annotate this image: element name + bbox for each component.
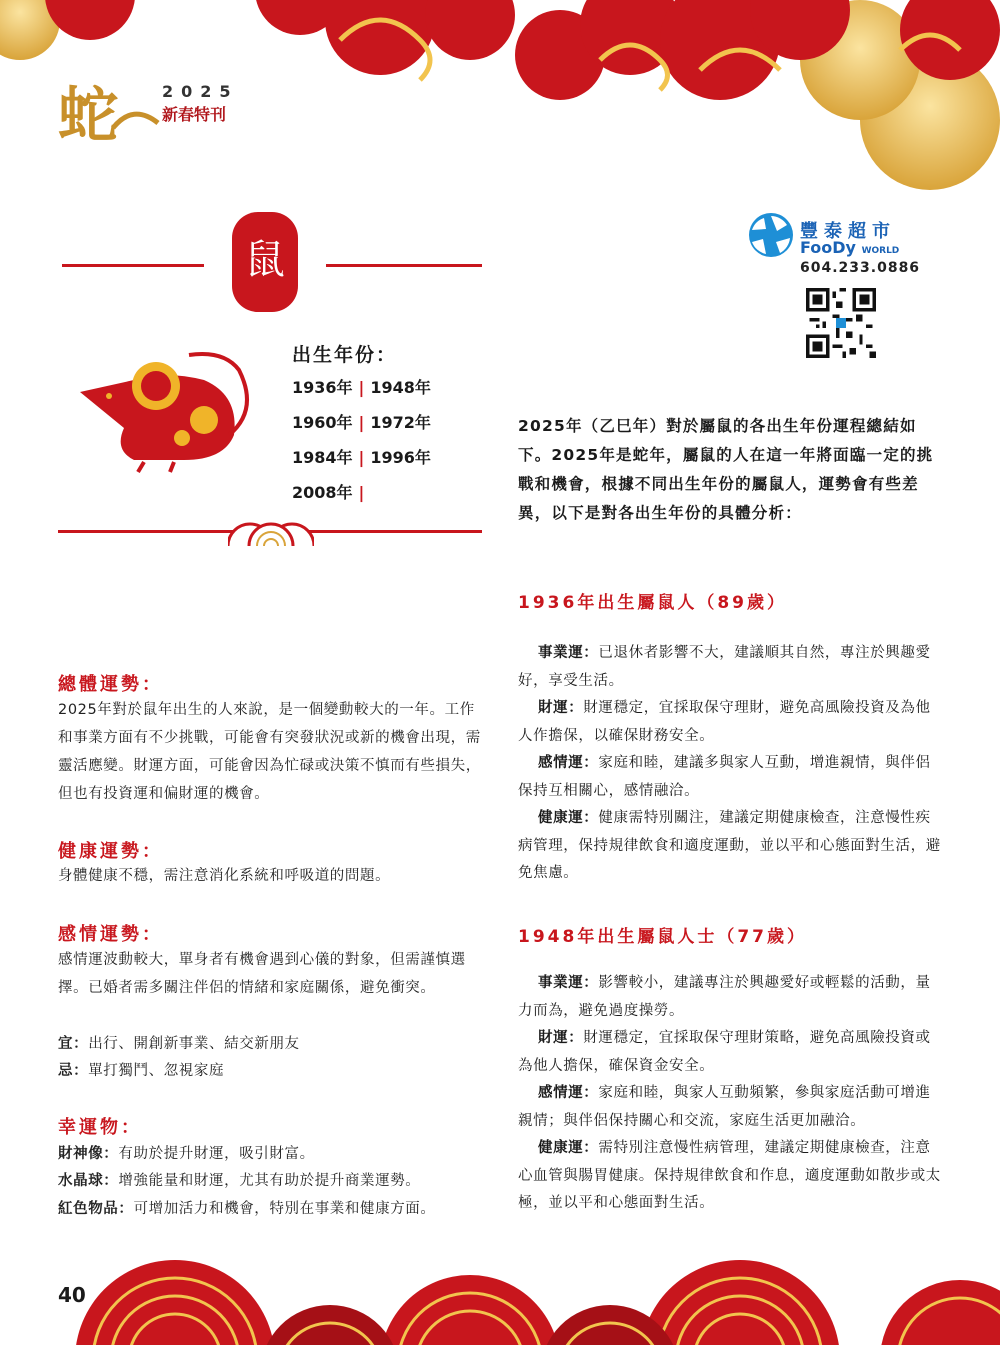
birth-years-label: 出生年份：	[292, 344, 398, 366]
lucky-item	[58, 1140, 484, 1168]
fortune-paragraph	[518, 695, 942, 750]
birth-year-row: 1960年 | 1972年	[292, 413, 431, 432]
rat-seal-character: 鼠	[245, 237, 285, 283]
intro-paragraph: 2025年（乙巳年）對於屬鼠的各出生年份運程總結如下。2025年是蛇年，屬鼠的人在這一年將面臨一定的挑戰和機會，根據不同出生年份的屬鼠人，運勢會有些差異，以下是對各出生年份的具體分析：	[518, 417, 934, 522]
overall-fortune-text: 2025年對於鼠年出生的人來說，是一個變動較大的一年。工作和事業方面有不少挑戰，可能會有突發狀況或新的機會出現，需靈活應變。財運方面，可能會因為忙碌或決策不慎而有些損失，但也有投資運和偏財運的機會。	[58, 702, 481, 802]
fortune-key: 感情運：	[538, 1085, 599, 1101]
love-yi-line	[58, 1030, 484, 1058]
section-1936-body	[518, 640, 942, 888]
fortune-key: 財運：	[538, 700, 584, 716]
fortune-paragraph	[518, 1080, 942, 1135]
yi-text: 出行、開創新事業、結交新朋友	[88, 1036, 300, 1052]
lucky-item	[58, 1195, 484, 1223]
snake-calligraphy-logo	[58, 78, 168, 150]
lucky-items-title: 幸運物：	[58, 1117, 142, 1138]
love-fortune-title: 感情運勢：	[58, 924, 163, 945]
ji-text: 單打獨鬥、忽視家庭	[88, 1063, 225, 1079]
love-fortune-text: 感情運波動較大，單身者有機會遇到心儀的對象，但需謹慎選擇。已婚者需多關注伴侶的情緒和家庭關係，避免衝突。	[58, 952, 466, 996]
brand-phone: 604.233.0886	[800, 260, 921, 276]
birth-year: 1972年	[370, 413, 431, 432]
masthead-title: 新春特刊	[162, 105, 227, 124]
fortune-text: 需特別注意慢性病管理，建議定期健康檢查，注意心血管與腸胃健康。保持規律飲食和作息，適度運動如散步或太極，並以平和心態面對生活。	[518, 1140, 941, 1211]
love-ji-line	[58, 1057, 484, 1085]
health-fortune-title: 健康運勢：	[58, 841, 163, 862]
fortune-key: 財運：	[538, 1030, 584, 1046]
fortune-text: 家庭和睦，建議多與家人互動，增進親情，與伴侶保持互相關心，感情融洽。	[518, 755, 931, 799]
fortune-key: 事業運：	[538, 975, 599, 991]
overall-fortune-title: 總體運勢：	[58, 674, 163, 695]
fortune-paragraph	[518, 1135, 942, 1218]
fortune-paragraph	[518, 970, 942, 1025]
brand-name-chinese: 豐泰超市	[800, 221, 896, 242]
fortune-paragraph	[518, 805, 942, 888]
birth-year-row: 1936年 | 1948年	[292, 378, 431, 397]
birth-year: 1948年	[370, 378, 431, 397]
health-fortune-text: 身體健康不穩，需注意消化系統和呼吸道的問題。	[58, 868, 391, 884]
lucky-item-text: 有助於提升財運，吸引財富。	[118, 1146, 315, 1162]
foodyworld-logo-icon	[748, 212, 794, 258]
lucky-item	[58, 1167, 484, 1195]
fortune-text: 財運穩定，宜採取保守理財策略，避免高風險投資或為他人擔保，確保資金安全。	[518, 1030, 931, 1074]
yi-label: 宜：	[58, 1036, 89, 1052]
fortune-key: 健康運：	[538, 1140, 599, 1156]
lucky-item-key: 財神像：	[58, 1146, 119, 1162]
lucky-item-key: 水晶球：	[58, 1173, 119, 1189]
masthead-year: 2025	[162, 82, 239, 101]
birth-year-row: 1984年 | 1996年	[292, 448, 431, 467]
fortune-paragraph	[518, 640, 942, 695]
rat-illustration	[74, 350, 264, 475]
fortune-text: 影響較小，建議專注於興趣愛好或輕鬆的活動，量力而為，避免過度操勞。	[518, 975, 931, 1019]
birth-year-row: 2008年 |	[292, 483, 365, 502]
ji-label: 忌：	[58, 1063, 89, 1079]
fortune-paragraph	[518, 750, 942, 805]
divider-right	[326, 264, 482, 267]
section-1948-title: 1948年出生屬鼠人士（77歲）	[518, 927, 807, 947]
section-1936-title: 1936年出生屬鼠人（89歲）	[518, 593, 787, 613]
fortune-key: 健康運：	[538, 810, 599, 826]
birth-year: 1996年	[370, 448, 431, 467]
brand-name-en: FooDy	[800, 238, 856, 257]
birth-year: 1936年	[292, 378, 353, 397]
lucky-item-text: 可增加活力和機會，特別在事業和健康方面。	[133, 1201, 436, 1217]
birth-year: 1960年	[292, 413, 353, 432]
fortune-text: 已退休者影響不大，建議順其自然，專注於興趣愛好，享受生活。	[518, 645, 931, 689]
fortune-text: 家庭和睦，與家人互動頻繁，參與家庭活動可增進親情；與伴侶保持關心和交流，家庭生活更加融洽。	[518, 1085, 931, 1129]
bottom-wave-decoration	[0, 1250, 1000, 1345]
birth-year: 1984年	[292, 448, 353, 467]
section-1948-body	[518, 970, 942, 1218]
svg-text:蛇: 蛇	[58, 81, 118, 150]
fortune-key: 事業運：	[538, 645, 599, 661]
divider-left	[62, 264, 204, 267]
fortune-text: 財運穩定，宜採取保守理財，避免高風險投資及為他人作擔保，以確保財務安全。	[518, 700, 931, 744]
brand-name-english	[800, 238, 899, 257]
brand-name-en-suffix: WORLD	[861, 246, 900, 256]
wave-ornament	[228, 512, 314, 548]
lucky-item-key: 紅色物品：	[58, 1201, 134, 1217]
page-number: 40	[58, 1283, 86, 1307]
fortune-text: 健康需特別關注，建議定期健康檢查，注意慢性疾病管理，保持規律飲食和適度運動，並以平和心態面對生活，避免焦慮。	[518, 810, 941, 881]
birth-year: 2008年	[292, 483, 353, 502]
fortune-key: 感情運：	[538, 755, 599, 771]
lucky-item-text: 增強能量和財運，尤其有助於提升商業運勢。	[118, 1173, 421, 1189]
qr-code[interactable]	[806, 288, 876, 358]
fortune-paragraph	[518, 1025, 942, 1080]
